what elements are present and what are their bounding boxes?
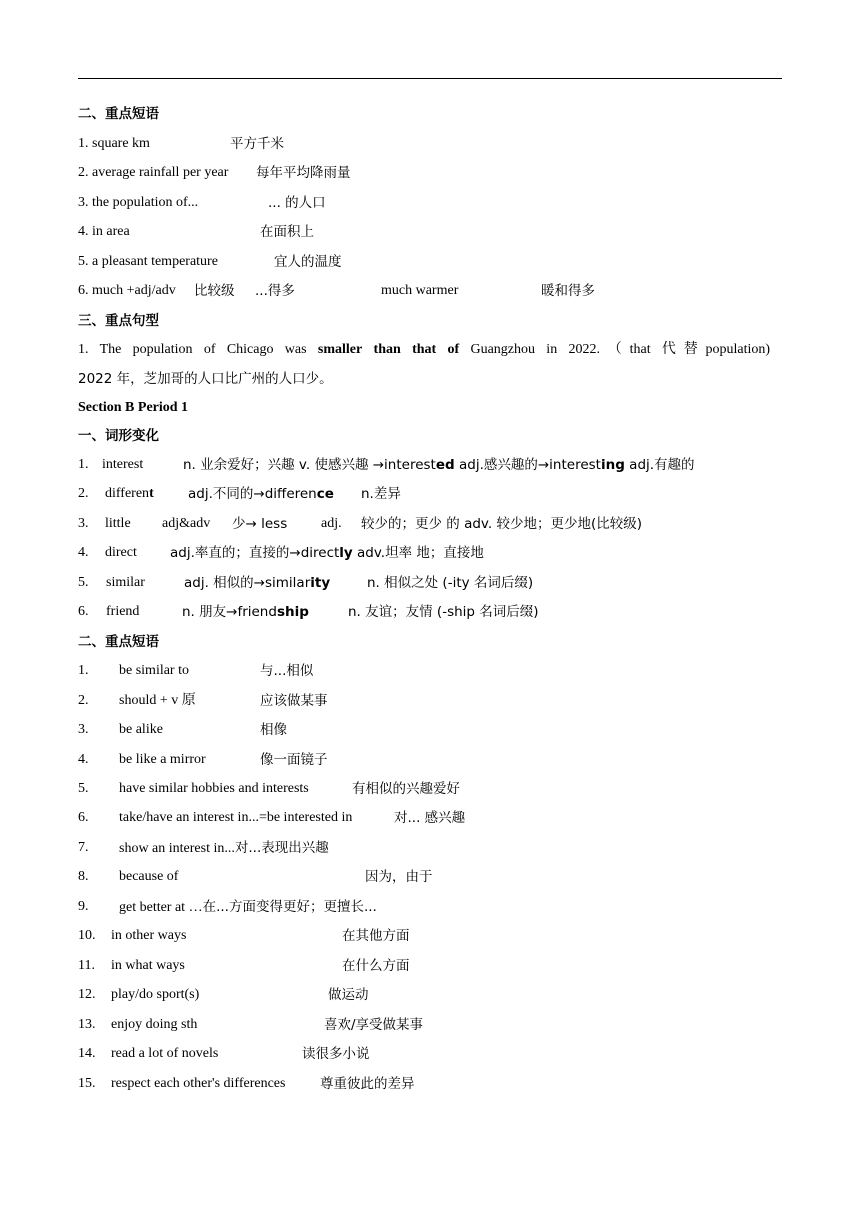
item-number: 6. — [78, 810, 89, 825]
item-number: 3. — [78, 516, 89, 531]
definition — [188, 484, 334, 504]
item-number: 12. — [78, 987, 96, 1002]
phrase-en: a pleasant temperature — [92, 254, 218, 269]
sentence-word: was — [284, 342, 307, 357]
suffix: ship — [276, 604, 309, 620]
part-of-speech: adj&adv — [162, 516, 211, 531]
definition-text: adj.不同的→differen — [188, 486, 317, 502]
list-item — [78, 779, 460, 799]
phrase-en: because of — [119, 869, 179, 884]
phrase-en: average rainfall per year — [92, 165, 229, 180]
phrase-en: in other ways — [111, 928, 187, 943]
list-item — [78, 455, 695, 475]
item-number: 15. — [78, 1076, 96, 1091]
header-rule — [78, 78, 782, 79]
phrase-zh: 与...相似 — [260, 663, 314, 679]
sentence-translation: 2022 年，芝加哥的人口比广州的人口少。 — [78, 371, 333, 387]
list-item — [78, 1015, 424, 1035]
list-item — [78, 484, 401, 504]
item-number: 7. — [78, 840, 89, 855]
item-number: 2. — [78, 486, 89, 501]
list-item — [78, 985, 369, 1005]
definition-text: n. 朋友→friend — [182, 604, 277, 620]
item-number: 5. — [78, 781, 89, 796]
definition-text: adj.有趣的 — [624, 457, 695, 473]
item-number: 5. — [78, 254, 89, 269]
phrase-zh: 喜欢/享受做某事 — [324, 1017, 424, 1033]
phrase-en: square km — [92, 136, 150, 151]
sentence-word: of — [203, 342, 216, 357]
phrase-zh: 尊重彼此的差异 — [320, 1076, 415, 1092]
sentence-word: Guangzhou in 2022.（that — [470, 342, 651, 357]
phrase-en: much warmer — [381, 283, 459, 298]
item-number: 1. — [78, 663, 89, 678]
phrase-zh: 有相似的兴趣爱好 — [352, 781, 460, 797]
definition-text: 少→ less — [232, 516, 288, 532]
phrase-en: in area — [92, 224, 130, 239]
phrase-zh: 宜人的温度 — [274, 254, 342, 270]
definition-text: n. 友谊；友情 (-ship 名词后缀) — [348, 604, 539, 620]
definition-text: n. 业余爱好；兴趣 v. 使感兴趣 →interest — [183, 457, 436, 473]
definition-text: adv.坦率 地；直接地 — [352, 545, 484, 561]
item-number: 3. — [78, 722, 89, 737]
sentence-word: The — [99, 342, 122, 357]
sentence-keyword: smaller — [317, 342, 363, 357]
phrase-en: the population of... — [92, 195, 199, 210]
phrase-en: be similar to — [119, 663, 189, 678]
item-number: 5. — [78, 575, 89, 590]
definition-text: 较少的；更少 的 adv. 较少地；更少地(比较级) — [361, 516, 642, 532]
item-number: 4. — [78, 752, 89, 767]
list-item — [78, 252, 342, 272]
item-number: 10. — [78, 928, 96, 943]
phrase-zh: 在...方面变得更好；更擅长... — [202, 899, 377, 915]
list-item — [78, 720, 287, 740]
phrase-en: read a lot of novels — [111, 1046, 219, 1061]
item-number: 4. — [78, 545, 89, 560]
phrase-zh: 在其他方面 — [342, 928, 410, 944]
list-item — [78, 134, 284, 154]
phrase-zh: 相像 — [260, 722, 287, 738]
list-item — [78, 1074, 415, 1094]
sentence-word: 代替population) — [661, 342, 771, 357]
phrase-zh: 像一面镜子 — [260, 752, 328, 768]
list-item — [78, 867, 433, 887]
headword: similar — [106, 575, 145, 590]
phrase-zh: 因为，由于 — [365, 869, 433, 885]
definition-text: adj. 相似的→similar — [184, 575, 311, 591]
phrase-en: be alike — [119, 722, 163, 737]
list-item — [78, 956, 410, 976]
list-item — [78, 808, 466, 828]
phrase-zh: 对... 感兴趣 — [394, 810, 466, 826]
headword — [105, 484, 154, 504]
phrase-zh: 每年平均降雨量 — [256, 165, 351, 181]
definition — [182, 602, 309, 622]
suffix: ce — [316, 486, 334, 502]
headword-stem: differen — [105, 486, 150, 501]
suffix: ity — [310, 575, 331, 591]
phrase-zh: ... 的人口 — [268, 195, 326, 211]
suffix: ing — [600, 457, 625, 473]
phrase-zh: 暖和得多 — [541, 283, 595, 299]
phrase-en: get better at … — [119, 900, 203, 915]
item-number: 8. — [78, 869, 89, 884]
section-title: Section B Period 1 — [78, 400, 189, 415]
sentence-word: population — [132, 342, 193, 357]
list-item — [78, 897, 377, 917]
item-number: 6. — [78, 604, 89, 619]
section-heading-key-sentences: 三、重点句型 — [78, 313, 159, 329]
part-of-speech: adj. — [321, 516, 342, 531]
item-number: 2. — [78, 693, 89, 708]
suffix: t — [149, 486, 154, 501]
phrase-en: play/do sport(s) — [111, 987, 200, 1002]
list-item — [78, 193, 326, 213]
phrase-en: should + v 原 — [119, 693, 196, 708]
phrase-en: respect each other's differences — [111, 1076, 286, 1091]
list-item — [78, 281, 595, 301]
section-heading-key-phrases: 二、重点短语 — [78, 106, 159, 122]
list-item — [78, 514, 642, 534]
sentence-keyword: than that of — [373, 342, 460, 357]
phrase-en: much +adj/adv — [92, 283, 176, 298]
item-number: 13. — [78, 1017, 96, 1032]
definition — [183, 455, 695, 475]
item-number: 11. — [78, 958, 95, 973]
phrase-zh: 应该做某事 — [260, 693, 328, 709]
item-number: 1. — [78, 342, 89, 357]
phrase — [119, 897, 377, 918]
list-item — [78, 543, 484, 563]
list-item — [78, 750, 328, 770]
section-heading-key-phrases-2: 二、重点短语 — [78, 634, 159, 650]
item-number: 3. — [78, 195, 89, 210]
headword: friend — [106, 604, 140, 619]
list-item — [78, 222, 314, 242]
phrase-zh: 平方千米 — [230, 136, 284, 152]
phrase-zh: 在什么方面 — [342, 958, 410, 974]
item-number: 1. — [78, 457, 89, 472]
definition — [170, 543, 484, 563]
list-item — [78, 661, 314, 681]
definition-text: adj.率直的；直接的→direct — [170, 545, 340, 561]
phrase-zh: 读很多小说 — [302, 1046, 370, 1062]
item-number: 14. — [78, 1046, 96, 1061]
headword: interest — [102, 457, 144, 472]
definition-text: n.差异 — [361, 486, 401, 502]
item-number: 2. — [78, 165, 89, 180]
list-item — [78, 838, 329, 858]
phrase-zh: 对...表现出兴趣 — [234, 840, 329, 856]
section-heading-word-forms: 一、词形变化 — [78, 428, 159, 444]
phrase-en: be like a mirror — [119, 752, 206, 767]
item-number: 4. — [78, 224, 89, 239]
list-item — [78, 163, 351, 183]
list-item — [78, 602, 539, 622]
list-item — [78, 926, 410, 946]
phrase-zh: 比较级 — [194, 283, 235, 299]
list-item — [78, 573, 534, 593]
phrase-zh: 在面积上 — [260, 224, 314, 240]
phrase-en: enjoy doing sth — [111, 1017, 198, 1032]
phrase-en: take/have an interest in...=be interested in — [119, 810, 353, 825]
item-number: 6. — [78, 283, 89, 298]
headword: little — [105, 516, 131, 531]
suffix: ly — [339, 545, 353, 561]
phrase-en: show an interest in... — [119, 841, 235, 856]
phrase-en: in what ways — [111, 958, 185, 973]
list-item — [78, 691, 328, 711]
phrase-en: have similar hobbies and interests — [119, 781, 309, 796]
definition-text: adj.感兴趣的→interest — [454, 457, 601, 473]
phrase-zh: ...得多 — [255, 283, 295, 299]
phrase — [119, 838, 329, 859]
list-item — [78, 1044, 370, 1064]
suffix: ed — [435, 457, 455, 473]
item-number: 1. — [78, 136, 89, 151]
item-number: 9. — [78, 899, 89, 914]
headword: direct — [105, 545, 137, 560]
example-sentence — [78, 340, 770, 360]
definition-text: n. 相似之处 (-ity 名词后缀) — [367, 575, 534, 591]
definition — [184, 573, 330, 593]
phrase-zh: 做运动 — [328, 987, 369, 1003]
sentence-word: Chicago — [226, 342, 274, 357]
